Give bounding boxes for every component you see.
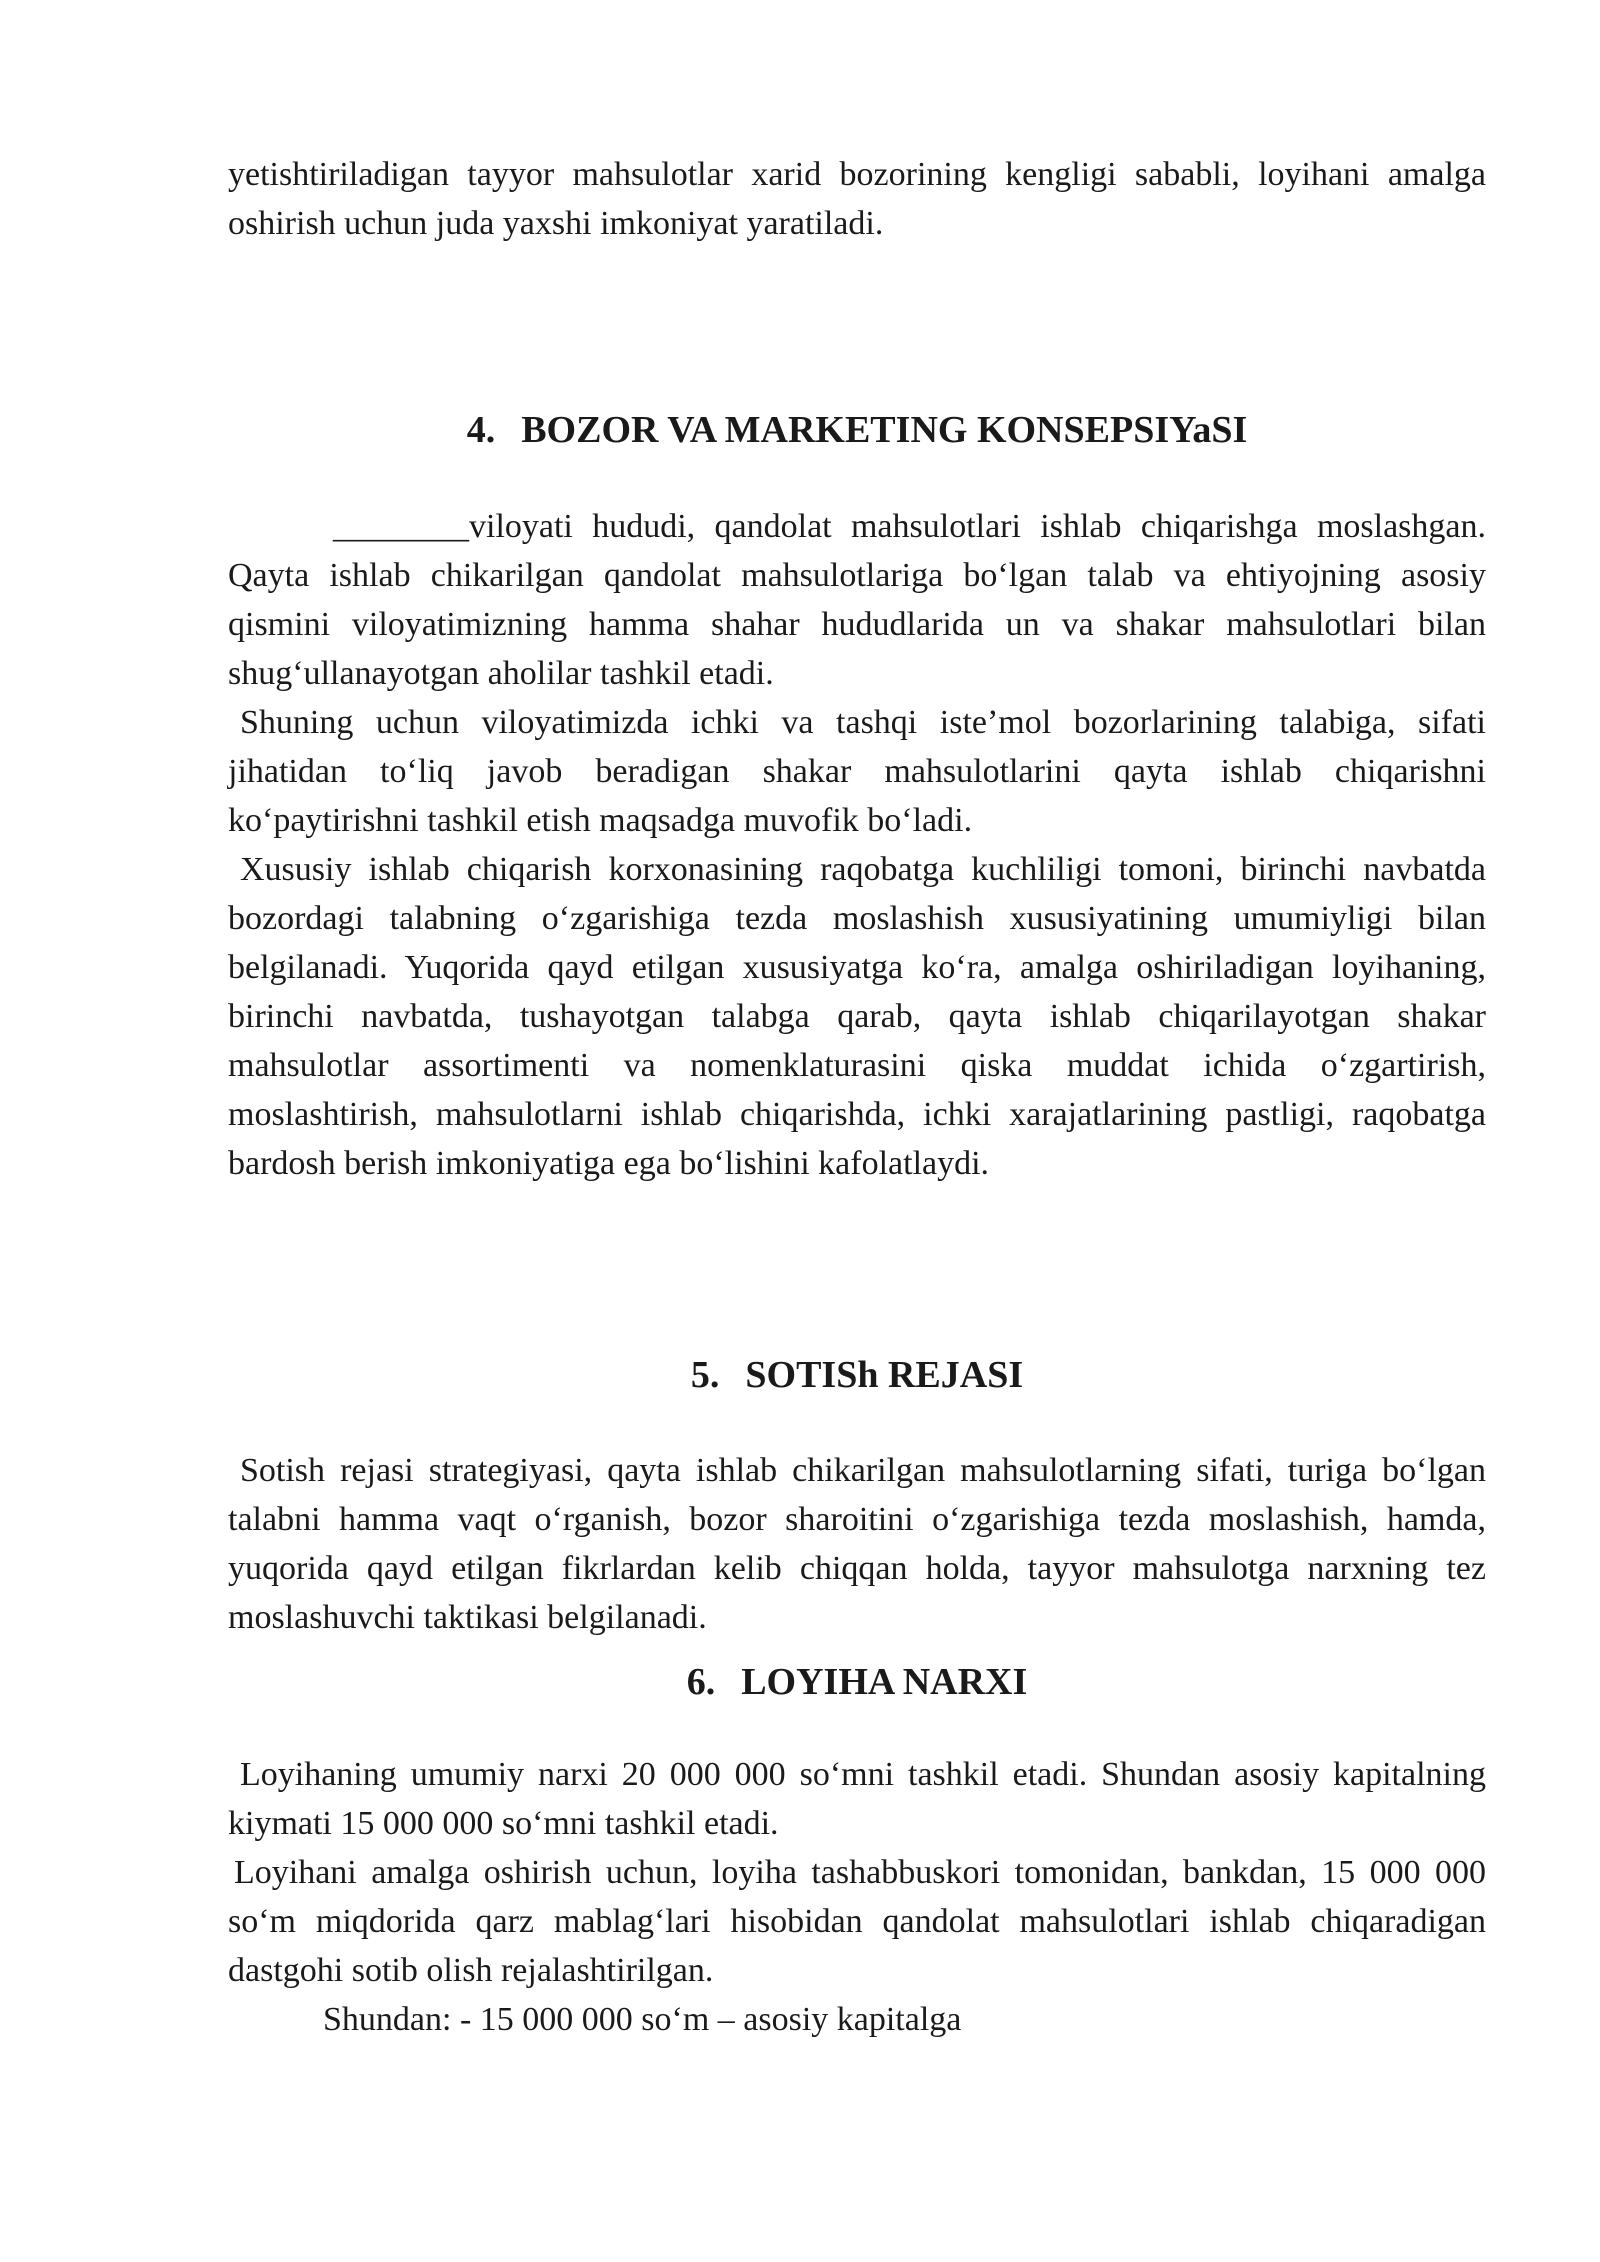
section-6-paragraph-3: Shundan: - 15 000 000 soʻm – asosiy kapitalga (323, 2001, 962, 2038)
section-4-body (228, 502, 1486, 1188)
section-4-title: BOZOR VA MARKETING KONSEPSIYaSI (521, 409, 1248, 451)
section-5-number: 5. (690, 1354, 720, 1396)
section-6-title: LOYIHA NARXI (741, 1661, 1028, 1703)
intro-paragraph: yetishtiriladigan tayyor mahsulotlar xarid bozorining kengligi sababli, loyihani amalga oshirish uchun juda yaxshi imkoniyat yaratiladi. (228, 156, 1486, 242)
section-4-paragraph-3: Xususiy ishlab chiqarish korxonasining raqobatga kuchliligi tomoni, birinchi navbatda bozordagi talabning oʻzgarishiga tezda moslashish xususiyatining umumiyligi bilan belgilanadi. Yuqorida qayd etilgan xususiyatga koʻra, amalga oshiriladigan loyihaning, birinchi navbatda, tushayotgan talabga qarab, qayta ishlab chiqarilayotgan shakar mahsulotlar assortimenti va nomenklaturasini qiska muddat ichida oʻzgartirish, moslashtirish, mahsulotlarni ishlab chiqarishda, ichki xarajatlarining pastligi, raqobatga bardosh berish imkoniyatiga ega boʻlishini kafolatlaydi. (228, 851, 1486, 1182)
section-4-heading (228, 405, 1486, 455)
section-4-number: 4. (466, 409, 496, 451)
section-6-body (228, 1750, 1486, 2044)
section-5-heading (228, 1350, 1486, 1400)
section-5-paragraph-1: Sotish rejasi strategiyasi, qayta ishlab chikarilgan mahsulotlarning sifati, turiga boʻlgan talabni hamma vaqt oʻrganish, bozor sharoitini oʻzgarishiga tezda moslashish, hamda, yuqorida qayd etilgan fikrlardan kelib chiqqan holda, tayyor mahsulotga narxning tez moslashuvchi taktikasi belgilanadi. (228, 1452, 1486, 1636)
section-6-paragraph-2: Loyihani amalga oshirish uchun, loyiha tashabbuskori tomonidan, bankdan, 15 000 000 soʻm miqdorida qarz mablagʻlari hisobidan qandolat mahsulotlari ishlab chiqaradigan dastgohi sotib olish rejalashtirilgan. (228, 1854, 1486, 1989)
section-5-body (228, 1446, 1486, 1642)
section-4-paragraph-2: Shuning uchun viloyatimizda ichki va tashqi isteʼmol bozorlarining talabiga, sifati jihatidan toʻliq javob beradigan shakar mahsulotlarini qayta ishlab chiqarishni koʻpaytirishni tashkil etish maqsadga muvofik boʻladi. (228, 704, 1486, 839)
section-6-paragraph-1: Loyihaning umumiy narxi 20 000 000 soʻmni tashkil etadi. Shundan asosiy kapitalning kiymati 15 000 000 soʻmni tashkil etadi. (228, 1756, 1486, 1842)
section-5-title: SOTISh REJASI (745, 1354, 1024, 1396)
section-6-number: 6. (686, 1661, 716, 1703)
section-6-heading (228, 1657, 1486, 1707)
section-4-paragraph-1: ________viloyati hududi, qandolat mahsulotlari ishlab chiqarishga moslashgan. Qayta ishlab chikarilgan qandolat mahsulotlariga boʻlgan talab va ehtiyojning asosiy qismini viloyatimizning hamma shahar hududlarida un va shakar mahsulotlari bilan shugʻullanayotgan aholilar tashkil etadi. (228, 508, 1486, 692)
